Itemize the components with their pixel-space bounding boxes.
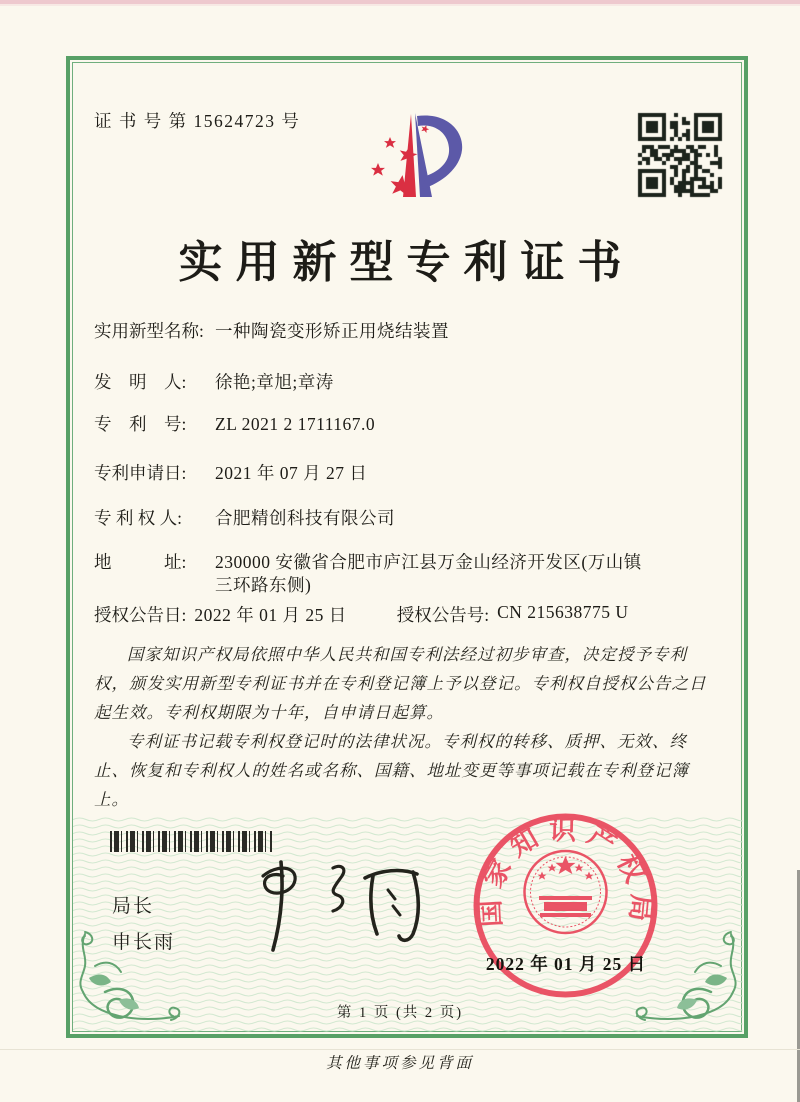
grant-number-value: CN 215638775 U xyxy=(497,602,629,622)
field-label: 发 明 人: xyxy=(94,372,187,392)
field-row-patentee xyxy=(94,507,395,530)
national-emblem-icon xyxy=(525,851,607,933)
footer-hairline xyxy=(0,1049,800,1050)
grant-row xyxy=(94,602,629,627)
body-paragraph-2: 专利证书记载专利权登记时的法律状况。专利权的转移、质押、无效、终止、恢复和专利权人的姓名或名称、国籍、地址变更等事项记载在专利登记簿上。 xyxy=(94,732,689,809)
field-label: 专利申请日: xyxy=(94,463,187,483)
field-value: 徐艳;章旭;章涛 xyxy=(215,372,334,392)
handwritten-signature xyxy=(225,848,437,960)
field-row-address xyxy=(94,551,659,597)
field-value: 2021 年 07 月 27 日 xyxy=(215,463,368,483)
grant-date-value: 2022 年 01 月 25 日 xyxy=(194,605,347,625)
field-row-patent-number xyxy=(94,413,375,436)
scan-edge-top-light xyxy=(0,4,800,6)
field-label: 专 利 权 人: xyxy=(94,508,182,528)
grant-number-label: 授权公告号: xyxy=(396,605,490,625)
field-value: 一种陶瓷变形矫正用烧结装置 xyxy=(215,321,449,341)
certificate-body-text xyxy=(94,640,714,814)
field-value: ZL 2021 2 1711167.0 xyxy=(215,414,376,434)
field-label: 专 利 号: xyxy=(94,414,187,434)
field-label: 地 址: xyxy=(94,552,187,572)
seal-date: 2022 年 01 月 25 日 xyxy=(485,954,647,974)
field-row-name xyxy=(94,320,449,343)
field-value: 230000 安徽省合肥市庐江县万金山经济开发区(万山镇三环路东侧) xyxy=(215,552,642,595)
grant-date-label: 授权公告日: xyxy=(94,605,187,625)
field-label: 实用新型名称: xyxy=(94,321,204,341)
field-row-filing-date xyxy=(94,462,367,485)
commissioner-name: 申长雨 xyxy=(112,932,176,953)
field-row-inventors xyxy=(94,371,334,394)
page-number: 第 1 页 (共 2 页) xyxy=(336,1005,464,1021)
seal-ring-text: 国家知识产权局 xyxy=(474,815,657,932)
certificate-number: 证 书 号 第 15624723 号 xyxy=(94,111,301,131)
back-side-note: 其他事项参见背面 xyxy=(325,1055,474,1072)
body-paragraph-1: 国家知识产权局依照中华人民共和国专利法经过初步审查，决定授予专利权，颁发实用新型专利证书并在专利登记簿上予以登记。专利权自授权公告之日起生效。专利权期限为十年，自申请日起算。 xyxy=(94,645,707,722)
qr-code-icon xyxy=(637,112,723,198)
cnipa-logo-icon xyxy=(348,110,470,218)
field-value: 合肥精创科技有限公司 xyxy=(215,508,395,528)
flourish-leaf xyxy=(89,975,111,986)
certificate-title: 实用新型专利证书 xyxy=(178,238,635,287)
commissioner-title: 局长 xyxy=(112,896,155,917)
